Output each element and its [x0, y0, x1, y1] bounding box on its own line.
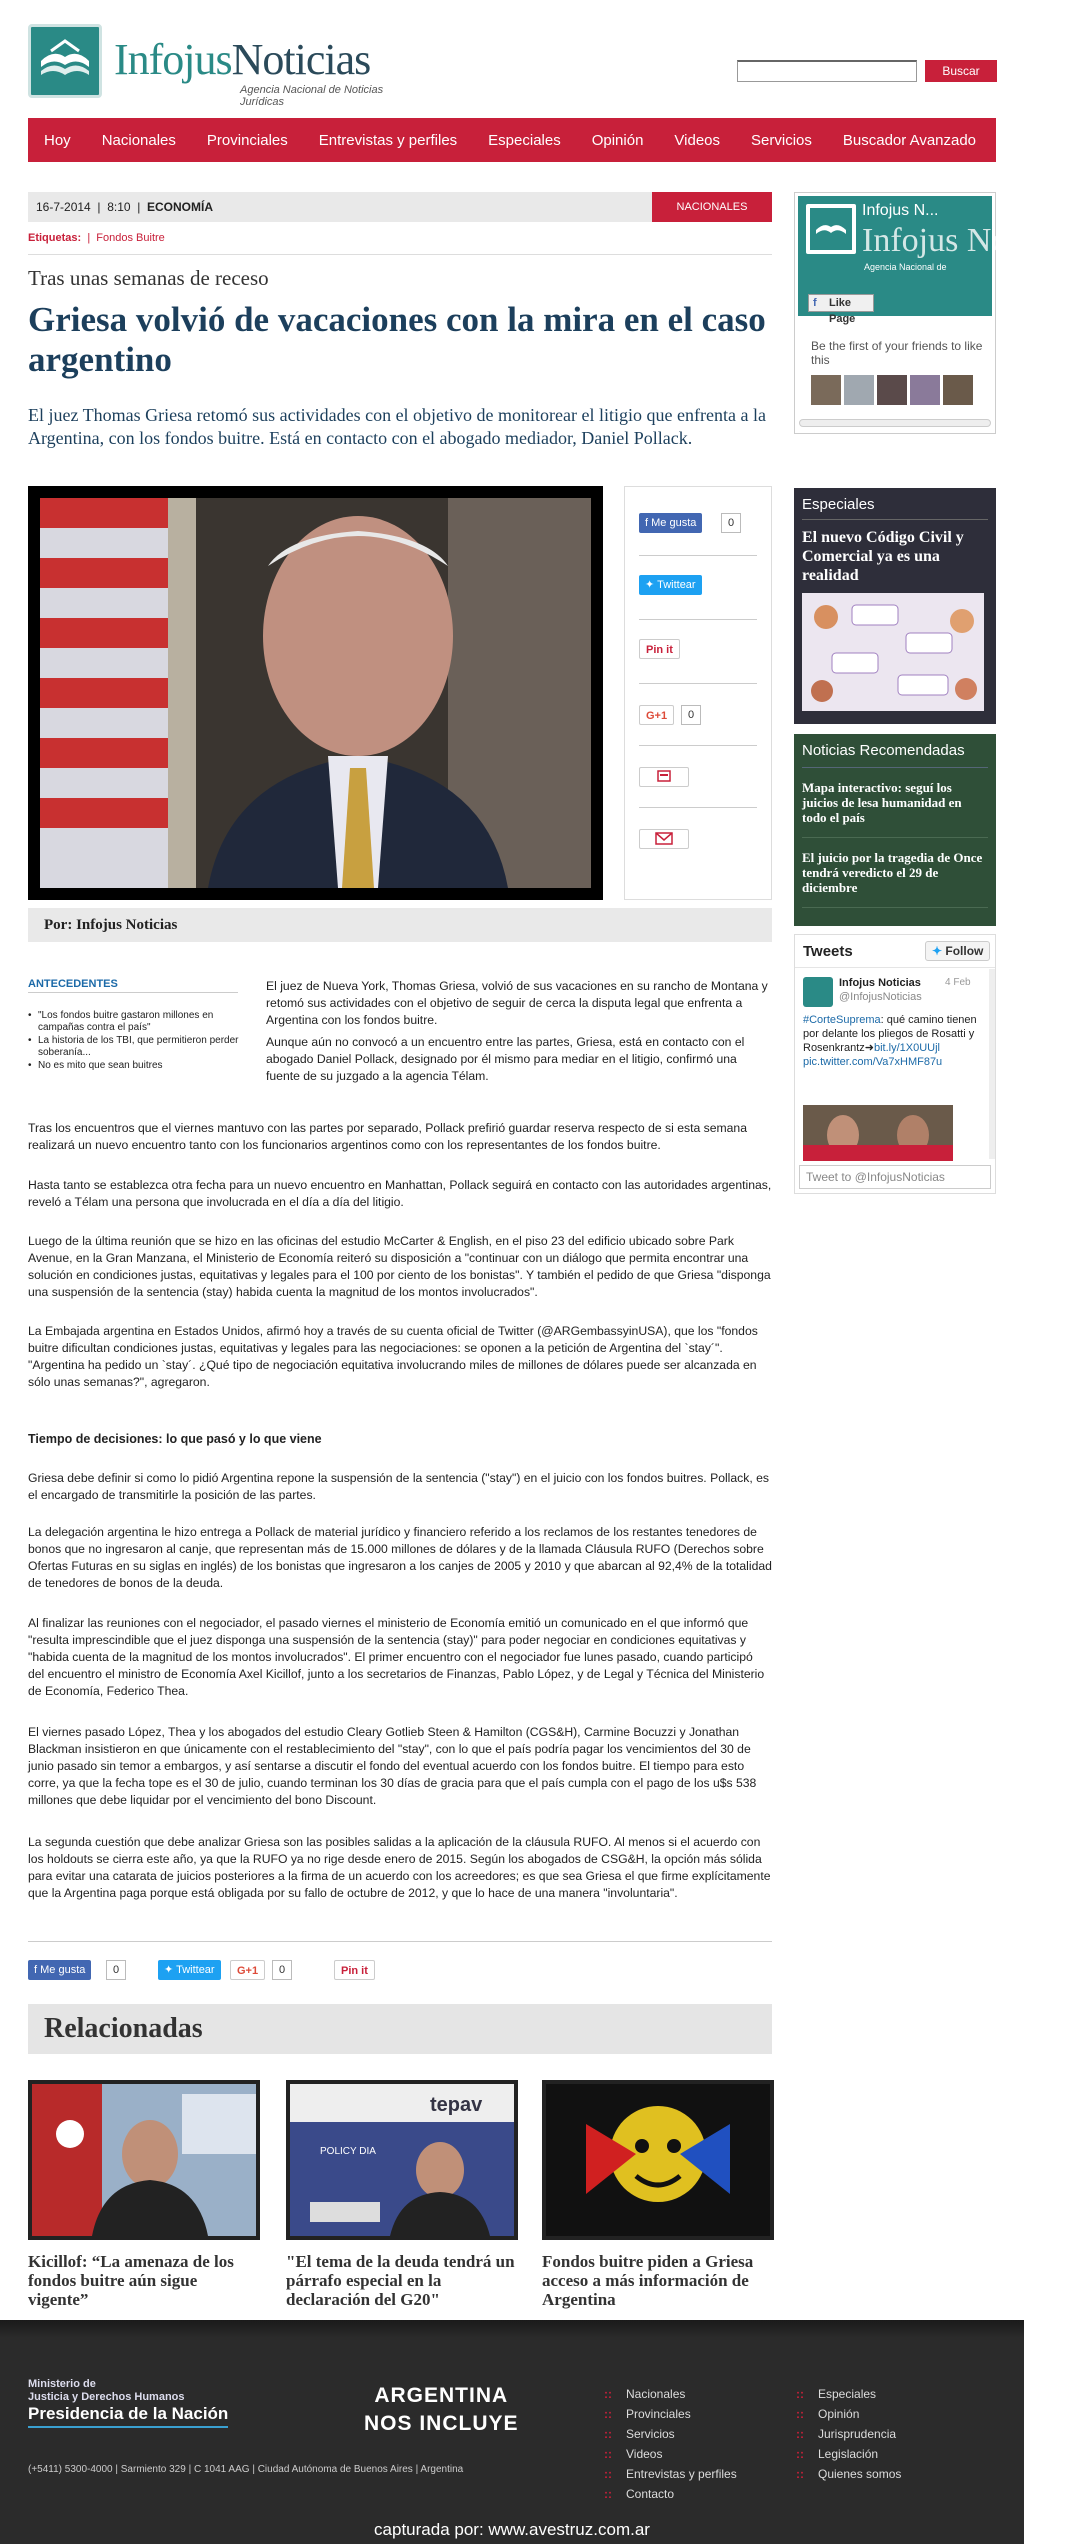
- avatar[interactable]: [811, 375, 841, 405]
- tweet-author[interactable]: Infojus Noticias: [839, 977, 921, 989]
- twitter-share-label: Twittear: [176, 1964, 215, 1976]
- avatar[interactable]: [877, 375, 907, 405]
- argentina-line-1: ARGENTINA: [374, 2384, 509, 2407]
- nav-servicios[interactable]: Servicios: [751, 131, 812, 149]
- twitter-icon: ✦: [932, 944, 946, 958]
- article-time: 8:10: [107, 200, 131, 214]
- antecedente-link[interactable]: • La historia de los TBI, que permitieron perder soberanía...: [28, 1035, 243, 1059]
- especiales-label: Especiales: [802, 496, 988, 520]
- related-image-text: tepav: [430, 2094, 483, 2116]
- divider: [28, 254, 772, 255]
- divider: [795, 967, 995, 968]
- logo-name-b: Noticias: [231, 35, 371, 84]
- facebook-page-name: Infojus N...: [862, 202, 939, 219]
- facebook-like-button[interactable]: [639, 513, 702, 533]
- recomendadas-label: Noticias Recomendadas: [802, 742, 988, 768]
- twitter-share-button[interactable]: [639, 575, 702, 595]
- related-title[interactable]: Fondos buitre piden a Griesa acceso a más información de Argentina: [542, 2252, 754, 2309]
- share-divider: [639, 619, 757, 620]
- paragraph: Griesa debe definir si como lo pidió Argentina repone la suspensión de la sentencia ("stay") en el juicio con los fondos buitres. Pollack, es el encargado de transmitirle la posición de las partes.: [28, 1471, 769, 1502]
- tweet-image[interactable]: [803, 1105, 953, 1161]
- google-plus-count: 0: [272, 1960, 292, 1980]
- argentina-line-2: NOS INCLUYE: [364, 2412, 519, 2435]
- tweet-text: [803, 1013, 983, 1069]
- google-plus-button[interactable]: G+1: [230, 1960, 265, 1980]
- share-divider: [639, 745, 757, 746]
- email-icon[interactable]: [639, 829, 689, 849]
- follow-label: Follow: [945, 944, 984, 958]
- twitter-icon: ✦: [645, 579, 658, 591]
- footer-link[interactable]: :: Especiales: [796, 2384, 901, 2404]
- ministry-line-1: Ministerio de: [28, 2378, 96, 2390]
- footer-link[interactable]: :: Quienes somos: [796, 2464, 901, 2484]
- article-subheading: Tiempo de decisiones: lo que pasó y lo que viene: [28, 1432, 322, 1446]
- tweets-label: Tweets: [803, 943, 853, 960]
- especiales-image[interactable]: [802, 593, 984, 711]
- share-divider: [639, 807, 757, 808]
- google-plus-count: 0: [681, 705, 701, 725]
- article-section[interactable]: ECONOMÍA: [147, 200, 214, 214]
- especiales-title[interactable]: El nuevo Código Civil y Comercial ya es una realidad: [802, 529, 964, 584]
- nav-hoy[interactable]: Hoy: [44, 131, 71, 149]
- article-byline: Por: Infojus Noticias: [28, 908, 772, 942]
- footer-link[interactable]: :: Contacto: [604, 2484, 737, 2504]
- avatar[interactable]: [910, 375, 940, 405]
- facebook-cover-text: Infojus Noticias: [862, 222, 1080, 259]
- article-lead: El juez Thomas Griesa retomó sus actividades con el objetivo de monitorear el litigio que enfrenta a la Argentina, con los fondos buitre. Está en contacto con el abogado mediador, Daniel Pollack.: [28, 405, 766, 448]
- related-title[interactable]: "El tema de la deuda tendrá un párrafo especial en la declaración del G20": [286, 2252, 515, 2309]
- site-logo[interactable]: [28, 24, 408, 108]
- avatar[interactable]: [844, 375, 874, 405]
- logo-subtitle: Agencia Nacional de Noticias Jurídicas: [240, 84, 384, 108]
- facebook-icon: f: [645, 517, 652, 529]
- capture-credit: capturada por: www.avestruz.com.ar: [374, 2520, 650, 2539]
- twitter-share-button[interactable]: [158, 1960, 221, 1980]
- nav-buscador[interactable]: Buscador Avanzado: [842, 131, 977, 149]
- antecedentes-list: [28, 1010, 243, 1073]
- footer-link[interactable]: :: Jurisprudencia: [796, 2424, 901, 2444]
- recomendadas-box: [794, 734, 996, 926]
- footer-address: (+5411) 5300-4000 | Sarmiento 329 | C 1041 AAG | Ciudad Autónoma de Buenos Aires | Argentina: [28, 2464, 464, 2475]
- facebook-cover-subtitle: Agencia Nacional de: [864, 262, 947, 272]
- facebook-icon: f: [34, 1964, 41, 1976]
- meta-separator: |: [137, 200, 141, 214]
- paragraph: Luego de la última reunión que se hizo en las oficinas del estudio McCarter & English, en el piso 23 del edificio ubicado sobre Park Avenue, en la Gran Manzana, el Ministerio de Economía reiteró su disposición a "continuar con un diálogo que permita encontrar una solución en condiciones justas, equitativas y legales para el 100 por ciento de los bonistas". Y también el pedido de que Griesa "disponga una suspensión de la sentencia (stay) habida cuenta la magnitud de los montos involucrados".: [28, 1234, 771, 1299]
- tweet-to-input[interactable]: Tweet to @InfojusNoticias: [799, 1165, 991, 1189]
- tweet-link[interactable]: bit.ly/1X0UUjl: [873, 1042, 940, 1054]
- nav-opinion[interactable]: Opinión: [591, 131, 644, 149]
- antecedentes-title: ANTECEDENTES: [28, 978, 118, 990]
- article-date: 16-7-2014: [36, 200, 91, 214]
- tags-label: Etiquetas:: [28, 232, 82, 244]
- paragraph: La Embajada argentina en Estados Unidos, afirmó hoy a través de su cuenta oficial de Twitter (@ARGembassyinUSA), que los "fondos buitre dificultan condiciones justas, equitativas y legales para las negociaciones: se oponen a la petición de Argentina del `stay´". "Argentina ha pedido un `stay´. ¿Qué tipo de negociación equitativa involucrando miles de millones de dólares puede ser alcanzada en sólo unas semanas?", agregaron.: [28, 1324, 758, 1389]
- facebook-like-count: 0: [721, 513, 741, 533]
- footer-shadow: [0, 2320, 1024, 2338]
- footer-links-1: [604, 2384, 737, 2504]
- pinterest-button[interactable]: Pin it: [334, 1960, 375, 1980]
- ministry-line-2: Justicia y Derechos Humanos: [28, 2391, 185, 2403]
- antecedente-link[interactable]: • "Los fondos buitre gastaron millones en campañas contra el país": [28, 1010, 243, 1034]
- twitter-icon: ✦: [164, 1964, 177, 1976]
- share-divider: [639, 555, 757, 556]
- tweet-avatar[interactable]: [803, 977, 833, 1007]
- divider: [28, 992, 238, 993]
- footer-link[interactable]: :: Servicios: [604, 2424, 737, 2444]
- book-logo-icon: [28, 24, 102, 98]
- paragraph: Al finalizar las reuniones con el negociador, el pasado viernes el ministerio de Economía emitió un comunicado en el que informó que "resulta imprescindible que el juez disponga una suspensión de la sentencia (stay)" para poder negociar en condiciones equitativas y "habida cuenta de la magnitud de los montos involucrados". El primer encuentro con el negociador fue lunes pasado, cuando participó del encuentro el ministro de Economía Axel Kicillof, junto a los secretarios de Finanzas, Pablo López, y de Legal y Técnica del Ministerio de Economía, Federico Thea.: [28, 1616, 765, 1698]
- paragraph: Hasta tanto se establezca otra fecha para un nuevo encuentro en Manhattan, Pollack seguirá en contacto con las autoridades argentinas, reveló a Télam una persona que involucrada en el día a día del litigio.: [28, 1178, 772, 1209]
- footer-link[interactable]: :: Videos: [604, 2444, 737, 2464]
- related-heading: Relacionadas: [28, 2004, 772, 2054]
- tags-row: [28, 232, 165, 244]
- facebook-like-page-button[interactable]: [808, 294, 874, 325]
- footer-links-2: [796, 2384, 901, 2484]
- logo-text: [114, 34, 370, 85]
- recomendada-link[interactable]: Mapa interactivo: seguí los juicios de lesa humanidad en todo el país: [802, 780, 988, 838]
- tweet-body: : qué camino tienen por delante los pliegos de Rosatti y Rosenkrantz➜: [803, 1014, 977, 1054]
- tags-separator: |: [87, 232, 91, 244]
- ministry-name[interactable]: [28, 2378, 185, 2404]
- vertical-scrollbar[interactable]: [989, 969, 995, 1159]
- main-nav: [28, 118, 996, 162]
- print-icon[interactable]: [639, 767, 689, 787]
- paragraph: La delegación argentina le hizo entrega a Pollack de material jurídico y financiero referido a los reclamos de los restantes tenedores de bonos que no ingresaron al canje, que representan más de 15.000 millones de dólares y de la llamada Cláusula RUFO (Derechos sobre Ofertas Futuras en su siglas en inglés) de los bonistas que ingresaron a los canjes de 2005 y 2010 y que abarcan al 92,4% de la totalidad de tenedores de bonos de la deuda.: [28, 1525, 772, 1590]
- paragraph: Aunque aún no convocó a un encuentro entre las partes, Griesa, está en contacto con el abogado Daniel Pollack, designado por él mismo para mediar en el litigio, confirmó una fuente de su juzgado a la agencia Télam.: [266, 1035, 745, 1083]
- logo-name-a: Infojus: [114, 35, 232, 84]
- footer-link[interactable]: :: Opinión: [796, 2404, 901, 2424]
- footer-link[interactable]: :: Nacionales: [604, 2384, 737, 2404]
- horizontal-scrollbar[interactable]: [799, 419, 991, 427]
- nav-provinciales[interactable]: Provinciales: [206, 131, 288, 149]
- related-image[interactable]: [28, 2080, 260, 2240]
- nav-entrevistas[interactable]: Entrevistas y perfiles: [318, 131, 458, 149]
- facebook-like-label: Me gusta: [651, 517, 697, 529]
- related-image-sign: POLICY DIA: [320, 2146, 376, 2157]
- tweet-link[interactable]: pic.twitter.com/Va7xHMF87u: [803, 1056, 943, 1068]
- article-title: Griesa volvió de vacaciones con la mira en el caso argentino: [28, 300, 766, 379]
- recomendada-link[interactable]: El juicio por la tragedia de Once tendrá veredicto el 29 de diciembre: [802, 850, 988, 908]
- paragraph: La segunda cuestión que debe analizar Griesa son las posibles salidas a la aplicación de la cláusula RUFO. Al menos si el acuerdo con los holdouts se cierra este año, ya que la RUFO ya no rige desde enero de 2015. Según los abogados de CSG&H, la opción más sólida para evitar una catarata de juicios posteriores a la firma de un acuerdo con los acreedores; es que sea Griesa el que firme explícitamente que la Argentina paga porque está obligada por su fallo de octubre de 2012, y que lo hace de una manera "involuntaria".: [28, 1835, 771, 1900]
- section-badge[interactable]: NACIONALES: [652, 192, 772, 222]
- avatar[interactable]: [943, 375, 973, 405]
- pinterest-button[interactable]: Pin it: [639, 639, 680, 659]
- tag-link[interactable]: Fondos Buitre: [96, 232, 165, 244]
- argentina-logo[interactable]: [364, 2382, 519, 2438]
- especiales-box: [794, 488, 996, 724]
- related-title[interactable]: Kicillof: “La amenaza de los fondos buitre aún sigue vigente”: [28, 2252, 234, 2309]
- related-image[interactable]: [286, 2080, 518, 2240]
- article-kicker: Tras unas semanas de receso: [28, 266, 269, 290]
- twitter-share-label: Twittear: [657, 579, 696, 591]
- antecedente-link[interactable]: • No es mito que sean buitres: [28, 1060, 243, 1072]
- facebook-friends-text: Be the first of your friends to like this: [811, 339, 983, 367]
- nav-nacionales[interactable]: Nacionales: [101, 131, 176, 149]
- share-sidebar: [624, 486, 772, 900]
- tweet-hashtag[interactable]: #CorteSuprema: [803, 1014, 881, 1026]
- nav-videos[interactable]: Videos: [674, 131, 721, 149]
- search-input[interactable]: [737, 60, 917, 82]
- paragraph: El viernes pasado López, Thea y los abogados del estudio Cleary Gotlieb Steen & Hamilton (CGS&H), Carmine Bocuzzi y Jonathan Blackman insistieron en que únicamente con el restablecimiento del "stay", con lo que el país podría pagar los vencimientos del 30 de junio pasado sin temor a embargos, y así sentarse a discutir el fondo del eventual acuerdo con los fondos buitre. El tiempo para esto corre, ya que la fecha tope es el 30 de julio, cuando terminan los 30 días de gracia para que el país cumpla con el pago de los u$s 538 millones que debe liquidar por el vencimiento del bono Discount.: [28, 1725, 757, 1807]
- tweet-date[interactable]: 4 Feb: [945, 977, 971, 988]
- facebook-icon: f: [813, 297, 817, 309]
- article-photo: [28, 486, 603, 900]
- facebook-cover[interactable]: [798, 196, 1080, 325]
- facebook-like-label: Me gusta: [40, 1964, 86, 1976]
- facebook-like-button[interactable]: [28, 1960, 91, 1980]
- footer-link[interactable]: :: Provinciales: [604, 2404, 737, 2424]
- paragraph: El juez de Nueva York, Thomas Griesa, volvió de sus vacaciones en su rancho de Montana y retomó sus actividades con el objetivo de seguir de cerca la disputa legal que enfrenta a Argentina con los fondos buitre.: [266, 979, 768, 1027]
- nav-especiales[interactable]: Especiales: [488, 131, 561, 149]
- meta-separator: |: [97, 200, 101, 214]
- presidencia-logo[interactable]: Presidencia de la Nación: [28, 2404, 228, 2428]
- facebook-page-widget: [794, 192, 1080, 434]
- search-button[interactable]: Buscar: [925, 60, 997, 82]
- footer-link[interactable]: :: Legislación: [796, 2444, 901, 2464]
- facebook-friends-avatars: [811, 375, 973, 405]
- paragraph: Tras los encuentros que el viernes mantuvo con las partes por separado, Pollack prefirió guardar reserva respecto de si esta semana realizará un nuevo encuentro tanto con los funcionarios argentinos como con los representantes de los fondos buitre.: [28, 1121, 747, 1152]
- footer-link[interactable]: :: Entrevistas y perfiles: [604, 2464, 737, 2484]
- share-divider: [639, 683, 757, 684]
- book-logo-icon: [806, 204, 856, 254]
- twitter-follow-button[interactable]: [925, 941, 990, 961]
- facebook-like-page-label: Like Page: [829, 297, 856, 325]
- google-plus-button[interactable]: G+1: [639, 705, 674, 725]
- twitter-widget: [794, 934, 996, 1194]
- related-image[interactable]: [542, 2080, 774, 2240]
- tweet-handle: @InfojusNoticias: [839, 991, 922, 1003]
- facebook-like-count: 0: [106, 1960, 126, 1980]
- divider: [28, 1941, 772, 1942]
